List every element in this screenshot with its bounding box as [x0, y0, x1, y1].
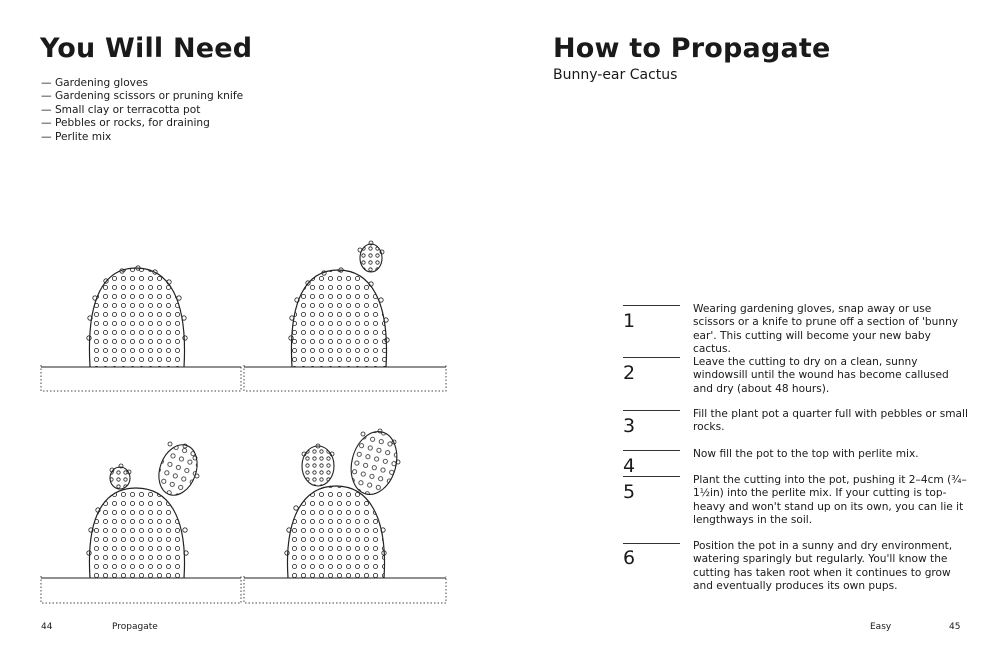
step-divider [623, 450, 680, 451]
step-text: Wearing gardening gloves, snap away or use scissors or a knife to prune off a section of 'bunny ear'. This cutting will become your new baby cactus. [693, 303, 959, 356]
cactus-panel-3 [41, 439, 241, 603]
step-number: 2 [623, 362, 636, 384]
supply-item: — Perlite mix [41, 130, 112, 143]
supply-item: — Pebbles or rocks, for draining [41, 117, 210, 130]
step-number: 1 [623, 310, 636, 332]
step-number: 5 [623, 481, 636, 503]
step-divider [623, 410, 680, 411]
right-page-number: 45 [949, 622, 961, 632]
difficulty-label: Easy [870, 622, 892, 632]
step-number: 4 [623, 455, 636, 477]
right-page-title: How to Propagate [553, 33, 831, 64]
supplies-list [41, 77, 243, 144]
cactus-panel-1 [41, 266, 241, 391]
step-text: Plant the cutting into the pot, pushing it 2–4cm (¾–1½in) into the perlite mix. If your cutting is top-heavy and won't stand up on its own, you can lie it lengthways in the soil. [693, 474, 967, 527]
supply-item: — Small clay or terracotta pot [41, 103, 201, 116]
step-number: 6 [623, 547, 636, 569]
step-text: Now fill the pot to the top with perlite mix. [693, 448, 919, 460]
step-text: Leave the cutting to dry on a clean, sunny windowsill until the wound has become callused and dry (about 48 hours). [693, 356, 949, 395]
supply-item: — Gardening scissors or pruning knife [41, 90, 244, 103]
cactus-propagation-illustration [38, 238, 450, 610]
supply-item: — Gardening gloves [41, 77, 148, 89]
cactus-panel-2 [244, 241, 446, 391]
right-page-subtitle: Bunny-ear Cactus [553, 67, 678, 83]
step-divider [623, 543, 680, 544]
step-divider [623, 357, 680, 358]
cactus-panel-4 [244, 426, 446, 603]
step-divider [623, 476, 680, 477]
step-number: 3 [623, 415, 636, 437]
left-page-title: You Will Need [40, 33, 253, 64]
step-text: Position the pot in a sunny and dry environment, watering sparingly but regularly. You'll know the cutting has taken root when it continues to grow and eventually produces its own pups. [693, 540, 953, 593]
left-page-number: 44 [41, 622, 53, 632]
section-name: Propagate [112, 622, 158, 632]
step-divider [623, 305, 680, 306]
step-text: Fill the plant pot a quarter full with pebbles or small rocks. [693, 408, 968, 434]
